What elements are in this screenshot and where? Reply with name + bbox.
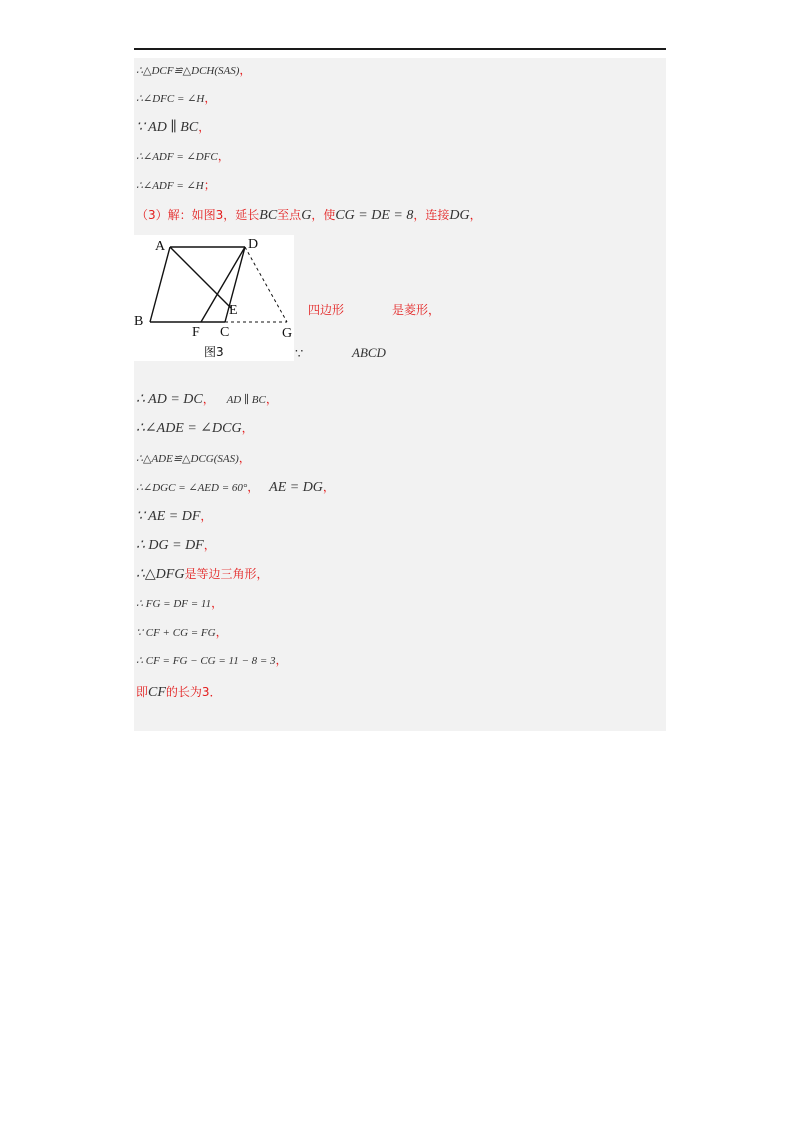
proof-line: ∵ AD ∥ BC， [136, 120, 211, 135]
proof-line: ∴ AD = DC， AD ∥ BC， [136, 392, 278, 407]
proof-line: ∴∠DFC = ∠H， [136, 91, 217, 105]
figure-3 [134, 235, 294, 361]
because-symbol: ∵ [295, 347, 304, 362]
proof-line: ∵ AE = DF， [136, 509, 213, 524]
proof-line: ∴△DFG是等边三角形， [136, 567, 269, 582]
quad-prefix: 四边形 [308, 303, 345, 317]
part3-line: （3）解：如图3，延长BC至点G，使CG = DE = 8，连接DG， [136, 208, 482, 223]
proof-line: ∴ FG = DF = 11， [136, 596, 224, 610]
proof-line: ∴∠ADF = ∠DFC， [136, 149, 230, 163]
proof-line: ∴△DCF≌△DCH(SAS)， [136, 63, 252, 77]
final-answer: 即CF的长为3． [136, 685, 222, 700]
quad-name: ABCD [352, 345, 386, 360]
figure-label: G [282, 326, 293, 341]
proof-line: ∵ CF + CG = FG， [136, 625, 228, 639]
figure-label: F [192, 325, 200, 340]
figure-label: C [220, 325, 230, 340]
proof-line: ∴∠DGC = ∠AED = 60°， AE = DG， [136, 480, 335, 495]
proof-line: ∴ DG = DF， [136, 538, 216, 553]
figure-label: E [229, 303, 238, 318]
figure-caption: 图3 [204, 345, 224, 359]
proof-line: ∴∠ADF = ∠H； [136, 178, 216, 192]
proof-line: ∴∠ADE = ∠DCG， [136, 421, 254, 436]
proof-line: ∴△ADE≌△DCG(SAS)， [136, 451, 251, 465]
figure-label: D [248, 237, 259, 252]
figure-label: B [134, 314, 144, 329]
rhombus-diagram [134, 235, 294, 361]
figure-label: A [155, 239, 166, 254]
top-rule [134, 48, 666, 50]
quad-suffix: 是菱形， [392, 303, 441, 317]
proof-line: ∴ CF = FG − CG = 11 − 8 = 3， [136, 653, 288, 667]
